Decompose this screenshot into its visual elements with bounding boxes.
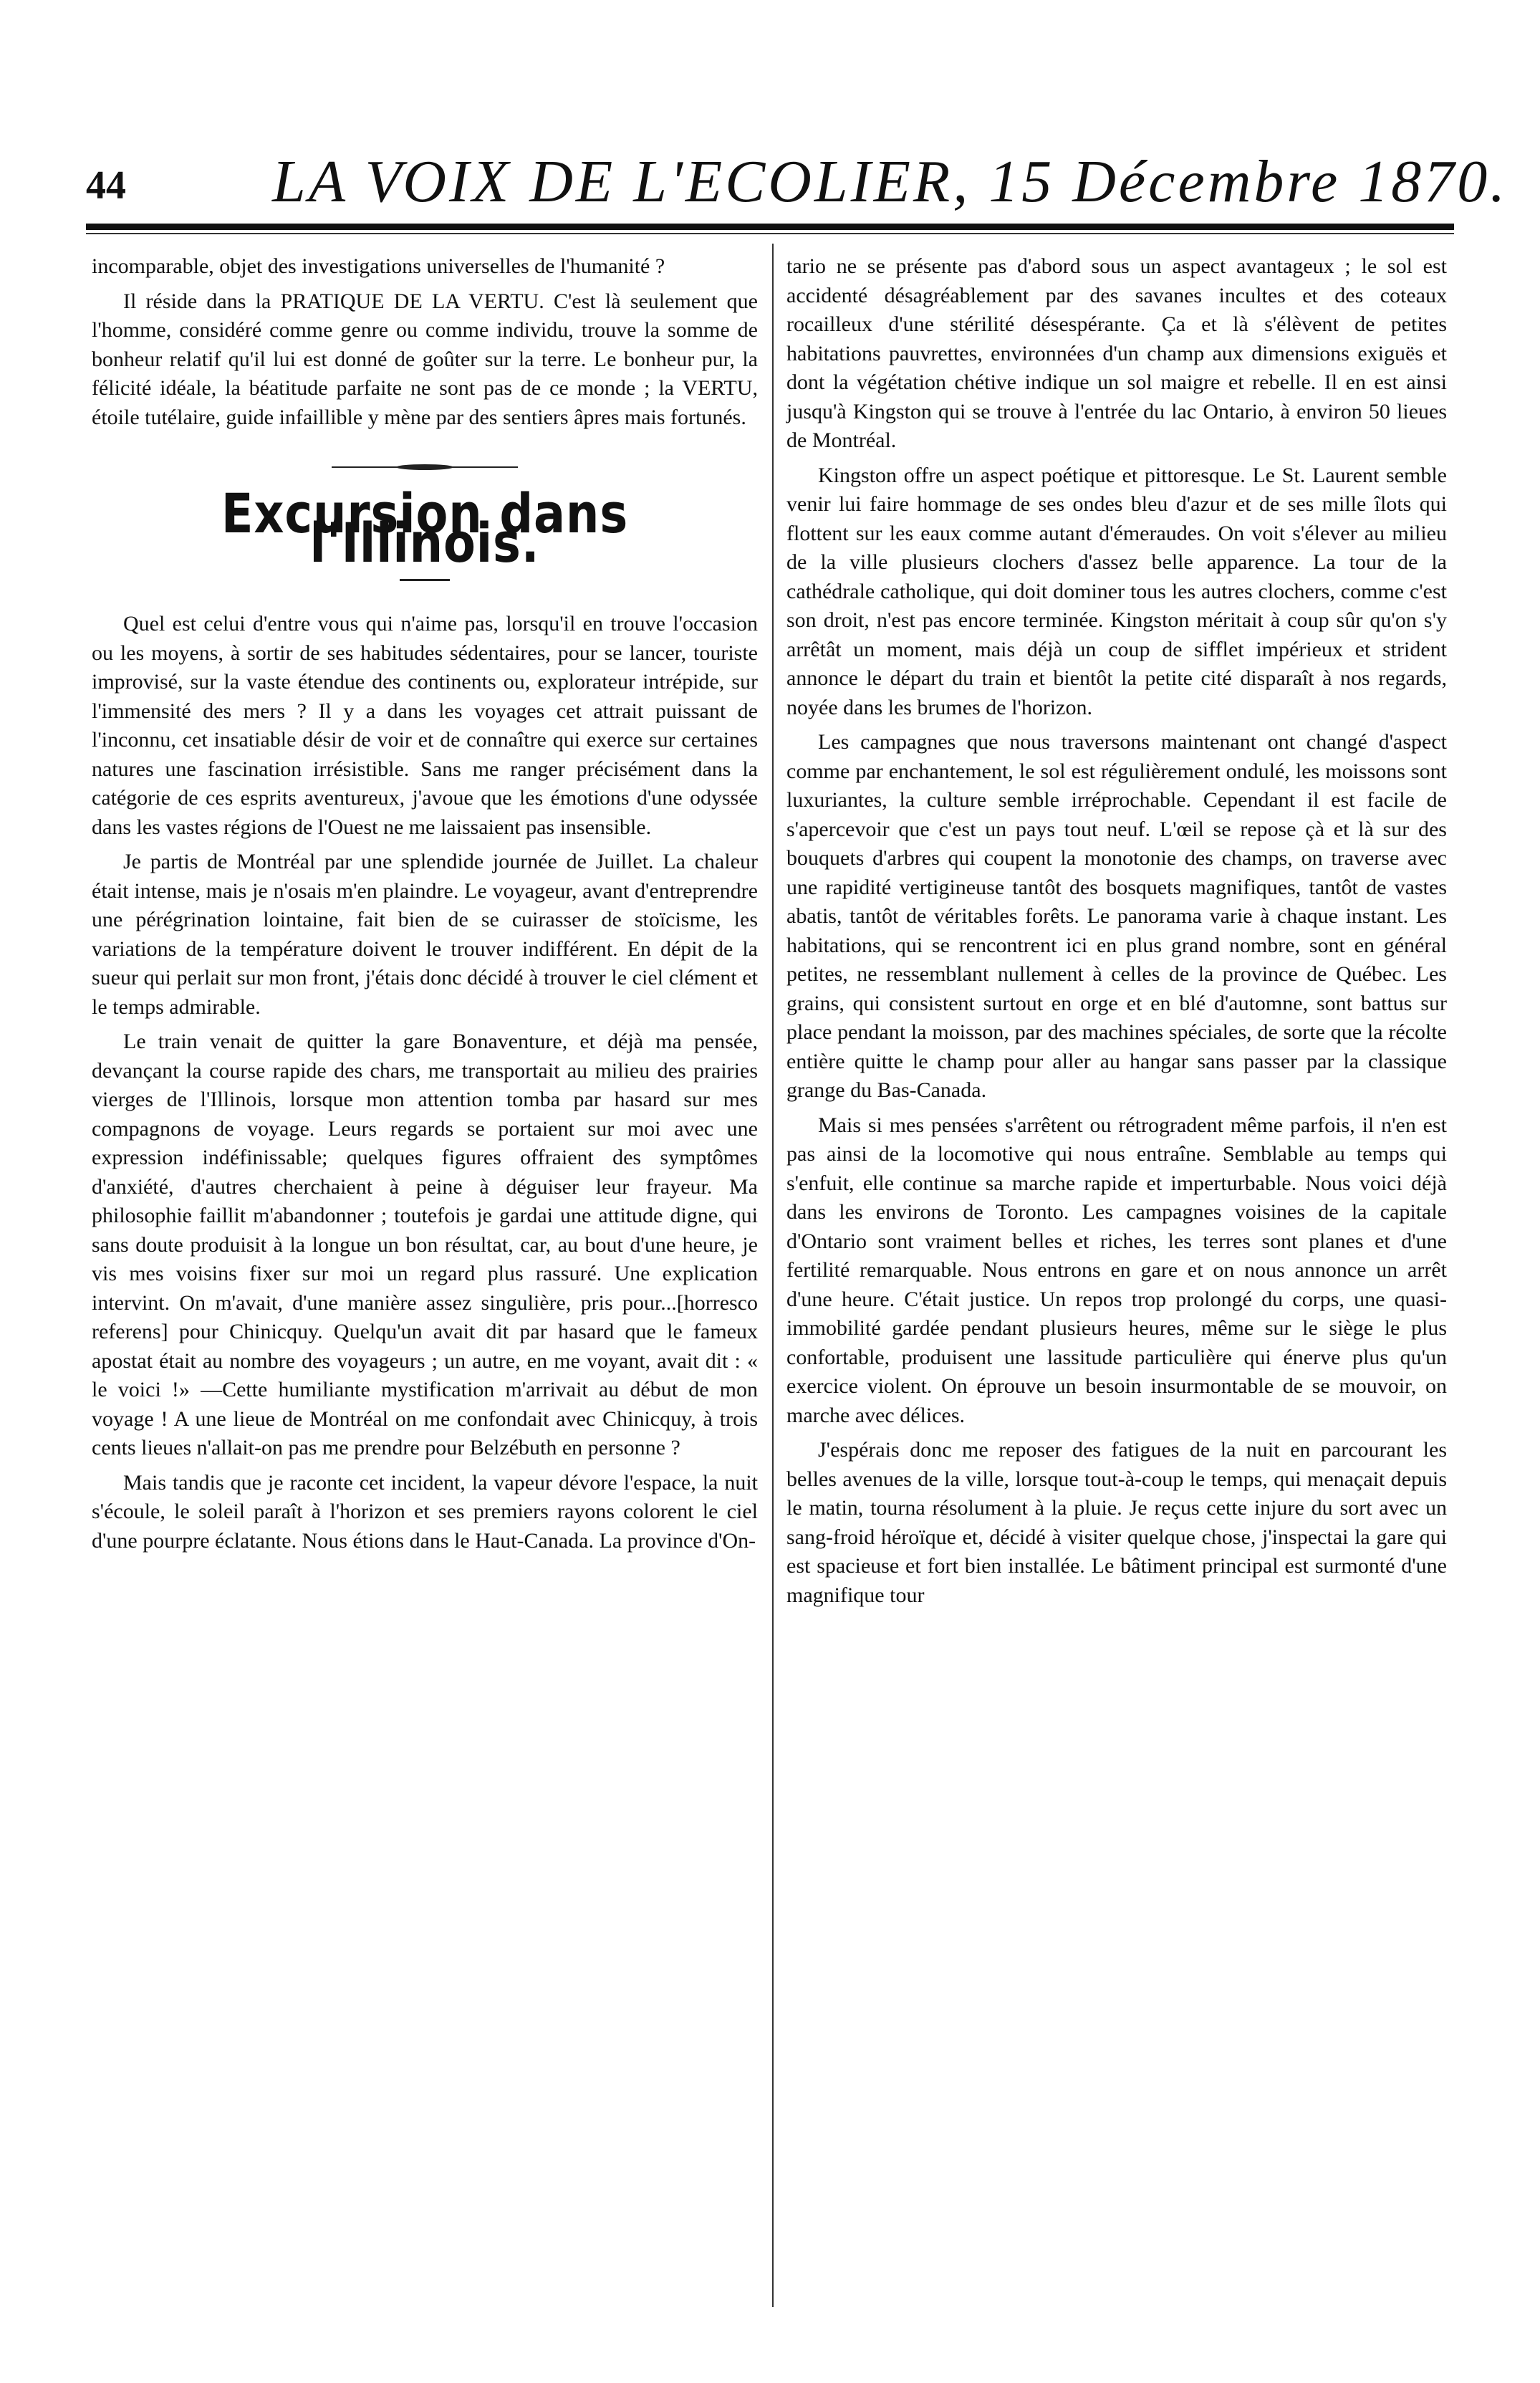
header-rule-thin [86, 233, 1454, 234]
intro-paragraph: incomparable, objet des investigations universelles de l'humanité ? [92, 254, 665, 278]
page-header [86, 147, 1508, 226]
title-rule [400, 579, 450, 581]
header-rule [86, 224, 1454, 230]
article-paragraph: Mais si mes pensées s'arrêtent ou rétrogradent même parfois, il n'en est pas ainsi de la locomotive qui nous entraîne. Semblable au temps qui s'enfuit, elle continue sa marche rapide et imperturbable. Nous voici déjà dans les environs de Toronto. Les campagnes voisines de la capitale d'Ontario sont vraiment belles et riches, les terres sont planes et d'une fertilité remarquable. Nous entrons en gare et on nous annonce un arrêt d'une heure. C'était justice. Un repos trop prolongé du corps, une quasi-immobilité gardée pendant plusieurs heures, même sur le siège le plus confortable, produisent une lassitude particulière qui énerve plus qu'un exercice violent. On éprouve un besoin insurmontable de se mouvoir, on marche avec délices. [786, 1113, 1447, 1427]
right-column [786, 252, 1447, 1616]
article-paragraph: Kingston offre un aspect poétique et pittoresque. Le St. Laurent semble venir lui faire hommage de ses ondes bleu d'azur et de ses mille îlots qui flottent sur les eaux comme autant d'émeraudes. On voit s'élever au milieu de la ville plusieurs clochers d'assez belle apparence. La tour de la cathédrale catholique, qui doit dominer tous les autres clochers, comme c'est son droit, n'est pas encore terminée. Kingston méritait à coup sûr qu'on s'y arrêtât un moment, mais déjà un coup de sifflet impérieux et strident annonce le départ du train et bientôt la petite cité disparaît à nos regards, noyée dans les brumes de l'horizon. [786, 463, 1447, 719]
ornamental-divider [332, 462, 518, 472]
running-title: LA VOIX DE L'ECOLIER, 15 Décembre 1870. [272, 148, 1508, 215]
article-paragraph: Les campagnes que nous traversons maintenant ont changé d'aspect comme par enchantement, le sol est régulièrement ondulé, les moissons sont luxuriantes, la culture semble irréprochable. Cependant il est facile de s'apercevoir que c'est un pays tout neuf. L'œil se repose çà et là sur des bouquets d'arbres qui coupent la monotonie des champs, on traverse avec une rapidité vertigineuse tantôt des bosquets magnifiques, tantôt de vastes abatis, tantôt de véritables forêts. Le panorama varie à chaque instant. Les habitations, qui se rencontrent ici en plus grand nombre, sont en général petites, ne ressemblant nullement à celles de la province de Québec. Les grains, qui consistent surtout en orge et en blé d'automne, sont battus sur place pendant la moisson, par des machines spéciales, de sorte que la récolte entière quitte le champ pour aller au hangar sans passer par la classique grange du Bas-Canada. [786, 730, 1447, 1102]
article-paragraph: Mais tandis que je raconte cet incident, la vapeur dévore l'espace, la nuit s'écoule, le soleil paraît à l'horizon et ses premiers rayons colorent le ciel d'une pourpre éclatante. Nous étions dans le Haut-Canada. La province d'On- [92, 1470, 758, 1553]
column-divider [772, 244, 774, 2307]
article-paragraph: tario ne se présente pas d'abord sous un aspect avantageux ; le sol est accidenté désagréablement par des savanes incultes et des coteaux rocailleux d'une stérilité désespérante. Ça et là s'élèvent de petites habitations pauvrettes, environnées d'un champ aux dimensions exiguës et dont la végétation chétive indique un sol maigre et rebelle. Il en est ainsi jusqu'à Kingston qui se trouve à l'entrée du lac Ontario, à environ 50 lieues de Montréal. [786, 254, 1447, 452]
left-column [92, 252, 758, 1561]
article-title: Excursion dans l'Illinois. [221, 481, 629, 575]
page-number: 44 [86, 163, 126, 208]
article-paragraph: Quel est celui d'entre vous qui n'aime pas, lorsqu'il en trouve l'occasion ou les moyens, à sortir de ses habitudes sédentaires, pour se lancer, touriste improvisé, sur la vaste étendue des continents ou, explorateur intrépide, sur l'immensité des mers ? Il y a dans les voyages cet attrait puissant de l'inconnu, cet insatiable désir de voir et de connaître qui exerce sur certaines natures une fascination irrésistible. Sans me ranger précisément dans la catégorie de ces esprits aventureux, j'avoue que les émotions d'une odyssée dans les vastes régions de l'Ouest ne me laissaient pas insensible. [92, 612, 758, 839]
article-paragraph: J'espérais donc me reposer des fatigues de la nuit en parcourant les belles avenues de la ville, lorsque tout-à-coup le temps, qui menaçait depuis le matin, tourna résolument à la pluie. Je reçus cette injure du sort avec un sang-froid héroïque et, décidé à visiter quelque chose, j'inspectai la gare qui est spacieuse et fort bien installée. Le bâtiment principal est surmonté d'une magnifique tour [786, 1438, 1447, 1607]
intro-paragraph: Il réside dans la PRATIQUE DE LA VERTU. C'est là seulement que l'homme, considéré comme genre ou comme individu, trouve la somme de bonheur relatif qu'il lui est donné de goûter sur la terre. Le bonheur pur, la félicité idéale, la béatitude parfaite ne sont pas de ce monde ; la VERTU, étoile tutélaire, guide infaillible y mène par des sentiers âpres mais fortunés. [92, 289, 758, 429]
article-paragraph: Je partis de Montréal par une splendide journée de Juillet. La chaleur était intense, mais je n'osais m'en plaindre. Le voyageur, avant d'entreprendre une pérégrination lointaine, fait bien de se cuirasser de stoïcisme, les variations de la température doivent le trouver indifférent. En dépit de la sueur qui perlait sur mon front, j'étais donc décidé à trouver le ciel clément et le temps admirable. [92, 850, 758, 1019]
article-paragraph: Le train venait de quitter la gare Bonaventure, et déjà ma pensée, devançant la course rapide des chars, me transportait au milieu des prairies vierges de l'Illinois, lorsque mon attention tomba par hasard sur mes compagnons de voyage. Leurs regards se portaient sur moi avec une expression indéfinissable; quelques figures offraient des symptômes d'anxiété, d'autres cherchaient à peine à déguiser leur frayeur. Ma philosophie faillit m'abandonner ; toutefois je gardai une attitude digne, qui sans doute produisit à la longue un bon résultat, car, au bout d'une heure, je vis mes voisins fixer sur moi un regard plus rassuré. Une explication intervint. On m'avait, d'une manière assez singulière, pris pour...[horresco referens] pour Chinicquy. Quelqu'un avait dit par hasard que le fameux apostat était au nombre des voyageurs ; un autre, en me voyant, avait dit : « le voici !» —Cette humiliante mystification m'arrivait au début de mon voyage ! A une lieue de Montréal on me confondait avec Chinicquy, à trois cents lieues n'allait-on pas me prendre pour Belzébuth en personne ? [92, 1030, 758, 1459]
